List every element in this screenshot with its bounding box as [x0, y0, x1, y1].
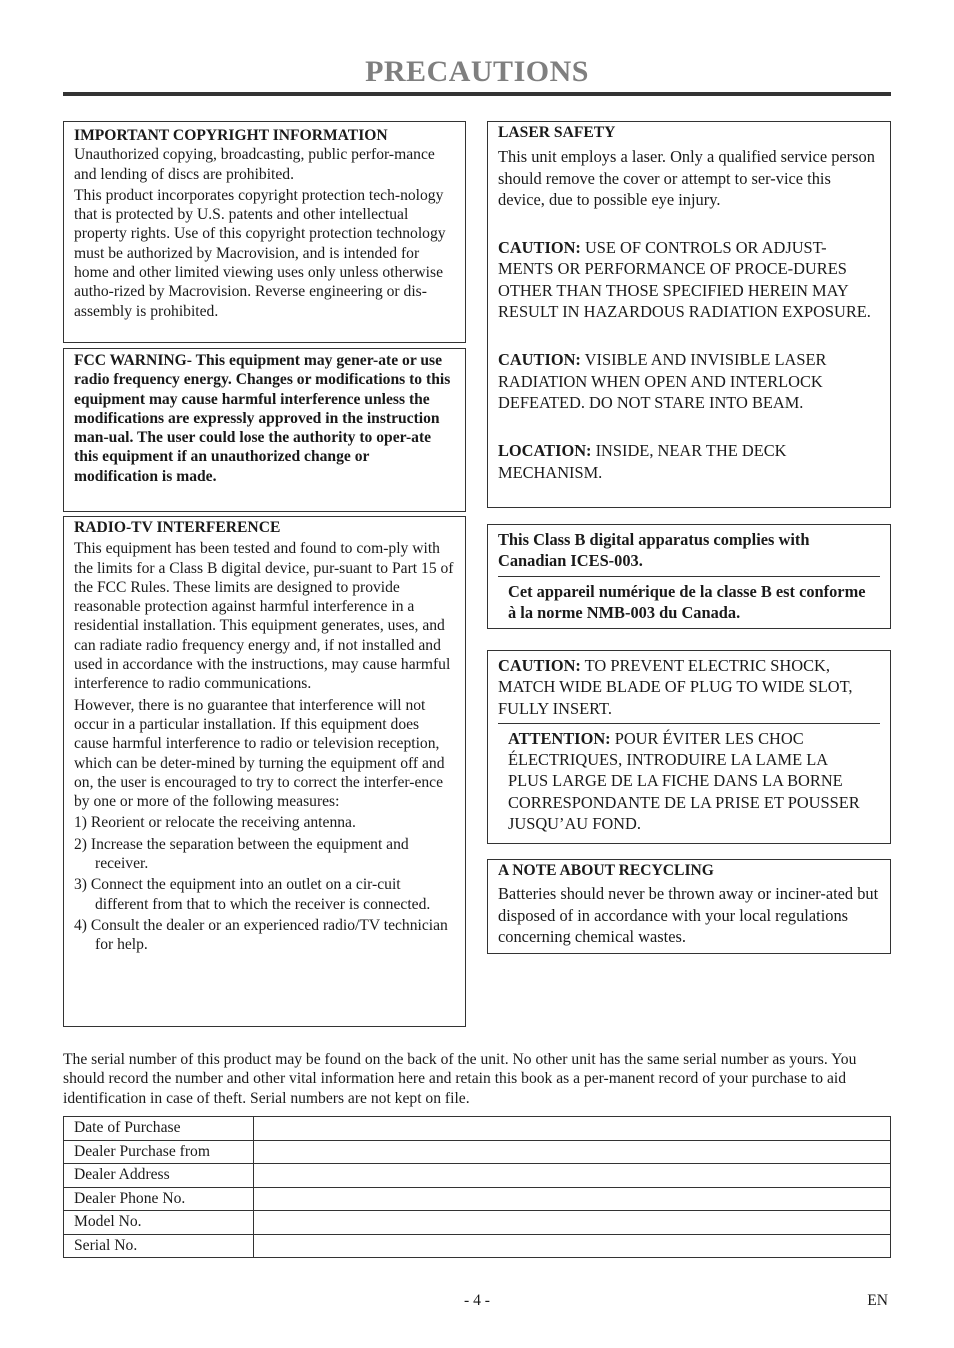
list-item: 4) Consult the dealer or an experienced radio/TV technician for help. — [74, 916, 448, 954]
table-row — [64, 1117, 891, 1141]
copyright-heading: IMPORTANT COPYRIGHT INFORMATION — [74, 127, 388, 144]
attention-label: ATTENTION: — [508, 728, 611, 748]
row-value[interactable] — [254, 1187, 891, 1211]
laser-safety-box — [487, 121, 891, 508]
title-rule — [63, 92, 891, 96]
copyright-box — [63, 121, 466, 343]
page-number: - 4 - — [464, 1292, 490, 1309]
caution-text: TO PREVENT ELECTRIC SHOCK, MATCH WIDE BLADE OF PLUG TO WIDE SLOT, FULLY INSERT. — [498, 656, 853, 718]
copyright-paragraph-2: This product incorporates copyright protection tech-nology that is protected by U.S. patents and other intellectual property rights. Use of this copyright protection technology must be authorized by Macrovision, and is intended for home and other limited viewing uses only unless otherwise autho-rized by Macrovision. Reverse engineering or dis-assembly is prohibited. — [74, 186, 446, 320]
row-value[interactable] — [254, 1164, 891, 1188]
table-row — [64, 1211, 891, 1235]
radio-tv-box — [63, 516, 466, 1027]
fcc-warning-text: FCC WARNING- This equipment may gener-ate or use radio frequency energy. Changes or modifications to this equipment may cause harmful interference unless the modifications are expressly approved in the instruction man-ual. The user could lose the authority to oper-ate this equipment if an unauthorized change or modification is made. — [74, 352, 451, 485]
caution-label: CAUTION: — [498, 238, 581, 258]
shock-caution — [498, 655, 880, 719]
table-row — [64, 1164, 891, 1188]
canada-french: Cet appareil numérique de la classe B est conforme à la norme NMB-003 du Canada. — [498, 576, 880, 624]
row-label: Dealer Phone No. — [64, 1187, 254, 1211]
language-code: EN — [867, 1292, 888, 1309]
recycling-text: Batteries should never be thrown away or inciner-ated but disposed of in accordance with your local regulations concerning chemical wastes. — [498, 884, 879, 946]
laser-paragraph: This unit employs a laser. Only a qualified service person should remove the cover or attempt to ser-vice this device, due to possible eye injury. — [498, 147, 875, 209]
row-label: Dealer Address — [64, 1164, 254, 1188]
recycling-heading: A NOTE ABOUT RECYCLING — [498, 862, 714, 879]
electric-shock-box — [487, 650, 891, 844]
laser-caution-2 — [498, 349, 880, 413]
laser-heading: LASER SAFETY — [498, 124, 616, 141]
table-row — [64, 1140, 891, 1164]
list-item: 3) Connect the equipment into an outlet on a cir-cuit different from that to which the receiver is connected. — [74, 876, 431, 913]
fcc-warning-box — [63, 348, 466, 512]
canada-english: This Class B digital apparatus complies with Canadian ICES-003. — [498, 530, 810, 571]
measures-list — [74, 813, 455, 954]
copyright-paragraph-1: Unauthorized copying, broadcasting, public perfor-mance and lending of discs are prohibited. — [74, 146, 435, 183]
caution-label: CAUTION: — [498, 350, 581, 370]
attention-text: POUR ÉVITER LES CHOC ÉLECTRIQUES, INTRODUIRE LA LAME LA PLUS LARGE DE LA FICHE DANS LA BORNE CORRESPONDANTE DE LA PRISE ET POUSSER JUSQU’AU FOND. — [508, 728, 860, 834]
page-title: PRECAUTIONS — [365, 55, 589, 88]
purchase-record-table — [63, 1116, 891, 1258]
row-value[interactable] — [254, 1117, 891, 1141]
location-label: LOCATION: — [498, 441, 592, 461]
list-item: 2) Increase the separation between the equipment and receiver. — [74, 835, 409, 873]
row-value[interactable] — [254, 1234, 891, 1258]
radio-tv-heading: RADIO-TV INTERFERENCE — [74, 519, 281, 536]
list-item: 1) Reorient or relocate the receiving antenna. — [74, 814, 356, 832]
recycling-box — [487, 859, 891, 954]
row-label: Serial No. — [64, 1234, 254, 1258]
row-label: Date of Purchase — [64, 1117, 254, 1141]
radio-tv-paragraph-1: This equipment has been tested and found to com-ply with the limits for a Class B digital device, pur-suant to Part 15 of the FCC Rules. These limits are designed to provide reasonable protection against harmful interference in a residential installation. This equipment generates, uses, and can radiate radio frequency energy and, if not installed and used in accordance with the instructions, may cause harmful interference to radio communications. — [74, 540, 454, 693]
table-row — [64, 1234, 891, 1258]
caution-text: USE OF CONTROLS OR ADJUST-MENTS OR PERFORMANCE OF PROCE-DURES OTHER THAN THOSE SPECIFIED HEREIN MAY RESULT IN HAZARDOUS RADIATION EXPOSURE. — [498, 238, 871, 322]
row-label: Dealer Purchase from — [64, 1140, 254, 1164]
row-value[interactable] — [254, 1140, 891, 1164]
radio-tv-paragraph-2: However, there is no guarantee that interference will not occur in a particular installation. If this equipment does cause harmful interference to radio or television reception, which can be deter-mined by turning the equipment off and on, the user is encouraged to try to correct the interfer-ence by one or more of the following measures: — [74, 696, 445, 811]
caution-text: VISIBLE AND INVISIBLE LASER RADIATION WHEN OPEN AND INTERLOCK DEFEATED. DO NOT STARE INTO BEAM. — [498, 350, 827, 412]
laser-location — [498, 440, 880, 483]
shock-attention — [498, 723, 880, 834]
caution-label: CAUTION: — [498, 656, 581, 675]
row-value[interactable] — [254, 1211, 891, 1235]
table-row — [64, 1187, 891, 1211]
location-text: INSIDE, NEAR THE DECK MECHANISM. — [498, 441, 787, 482]
laser-caution-1 — [498, 237, 880, 322]
serial-number-note: The serial number of this product may be found on the back of the unit. No other unit has the same serial number as yours. You should record the number and other vital information here and retain this book as a per-manent record of your purchase to aid identification in case of theft. Serial numbers are not kept on file. — [63, 1051, 857, 1107]
row-label: Model No. — [64, 1211, 254, 1235]
canada-compliance-box — [487, 524, 891, 629]
